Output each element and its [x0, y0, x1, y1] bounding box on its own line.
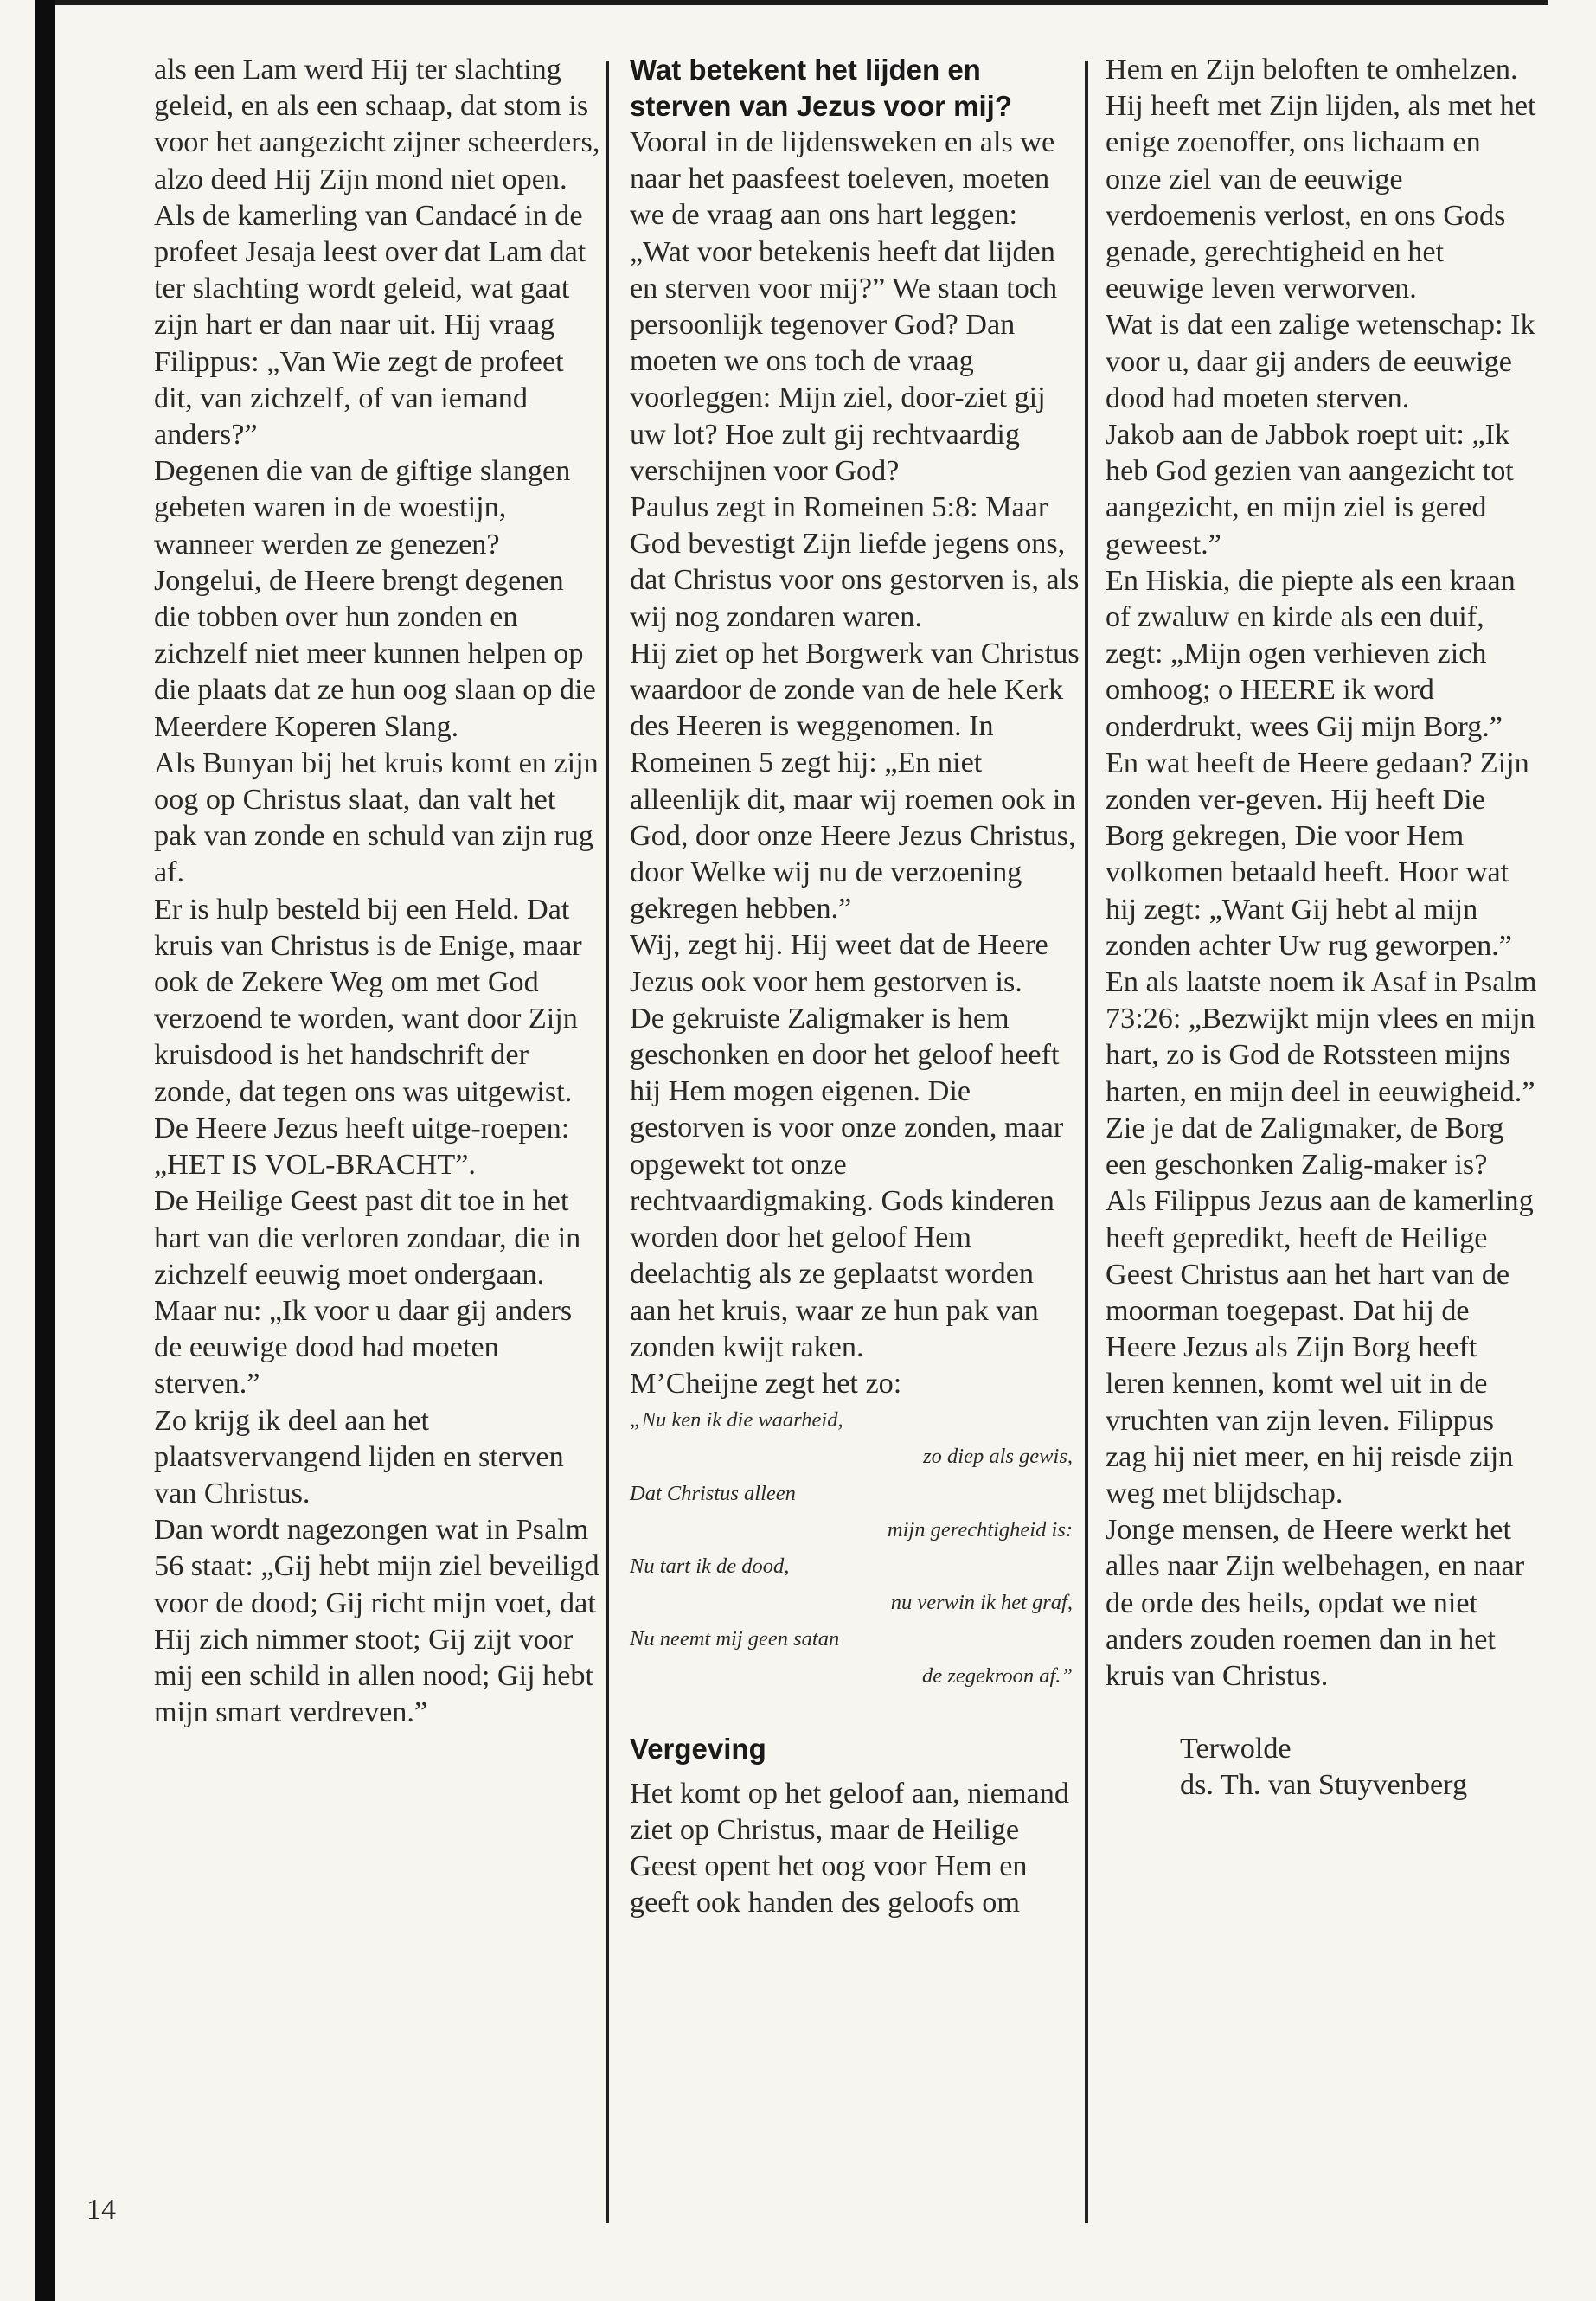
- paragraph: Paulus zegt in Romeinen 5:8: Maar God bevestigt Zijn liefde jegens ons, dat Christus voor ons gestorven is, als wij nog zondaren waren.: [630, 491, 1080, 633]
- paragraph: Hij heeft met Zijn lijden, als met het enige zoenoffer, ons lichaam en onze ziel van de eeuwige verdoemenis verlost, en ons Gods genade, gerechtigheid en het eeuwige leven verworven.: [1106, 90, 1536, 305]
- paragraph: als een Lam werd Hij ter slachting geleid, en als een schaap, dat stom is voor het aangezicht zijner scheerders, alzo deed Hij Zijn mond niet open.: [154, 54, 600, 195]
- page-number: 14: [87, 2194, 116, 2226]
- column-rule-1: [606, 61, 609, 2223]
- paragraph: Maar nu: „Ik voor u daar gij anders de eeuwige dood had moeten sterven.”: [154, 1294, 573, 1400]
- poem-line: mijn gerechtigheid is:: [887, 1517, 1073, 1541]
- paragraph: Dan wordt nagezongen wat in Psalm 56 staat: „Gij hebt mijn ziel beveiligd voor de dood; Gij richt mijn voet, dat Hij zich nimmer stoot; Gij zijt voor mij een schild in allen nood; Gij hebt mijn smart verdreven.”: [154, 1514, 599, 1729]
- signature-place: Terwolde: [1180, 1733, 1292, 1766]
- paragraph: Wij, zegt hij. Hij weet dat de Heere Jezus ook voor hem gestorven is.: [630, 929, 1048, 998]
- section-heading-vergeving: Vergeving: [630, 1732, 766, 1765]
- paragraph: En Hiskia, die piepte als een kraan of zwaluw en kirde als een duif, zegt: „Mijn ogen verhieven zich omhoog; o HEERE ik word onderdrukt, wees Gij mijn Borg.”: [1106, 564, 1516, 743]
- paragraph: Zie je dat de Zaligmaker, de Borg een geschonken Zalig-maker is?: [1106, 1112, 1504, 1182]
- signature-name: ds. Th. van Stuyvenberg: [1180, 1769, 1468, 1802]
- paragraph: Jakob aan de Jabbok roept uit: „Ik heb God gezien van aangezicht tot aangezicht, en mijn ziel is gered geweest.”: [1106, 419, 1514, 561]
- section-spacer: [630, 1695, 1080, 1731]
- paragraph: Hem en Zijn beloften te omhelzen.: [1106, 54, 1518, 86]
- paragraph: De gekruiste Zaligmaker is hem geschonken en door het geloof heeft hij Hem mogen eigenen. Die gestorven is voor onze zonden, maar opgewekt tot onze rechtvaardigmaking. Gods kinderen worden door het geloof Hem deelachtig als ze geplaatst worden aan het kruis, waar ze hun pak van zonden kwijt raken.: [630, 1002, 1064, 1363]
- column-3: [1106, 52, 1538, 1804]
- poem-line: de zegekroon af.”: [922, 1663, 1073, 1688]
- paragraph: En als laatste noem ik Asaf in Psalm 73:26: „Bezwijkt mijn vlees en mijn hart, zo is God de Rotssteen mijns harten, en mijn deel in eeuwigheid.”: [1106, 966, 1537, 1108]
- poem-line: Nu tart ik de dood,: [630, 1554, 790, 1578]
- signature-spacer: [1106, 1695, 1538, 1731]
- paragraph: Er is hulp besteld bij een Held. Dat kruis van Christus is de Enige, maar ook de Zekere Weg om met God verzoend te worden, want door Zijn kruisdood is het handschrift der zonde, dat tegen ons was uitgewist. De Heere Jezus heeft uitge-roepen: „HET IS VOL-BRACHT”.: [154, 893, 582, 1182]
- paragraph: M’Cheijne zegt het zo:: [630, 1367, 902, 1400]
- paragraph: De Heilige Geest past dit toe in het hart van die verloren zondaar, die in zichzelf eeuwig moet ondergaan.: [154, 1185, 581, 1291]
- left-edge-bar: [35, 0, 55, 2301]
- paragraph: Wat is dat een zalige wetenschap: Ik voor u, daar gij anders de eeuwige dood had moeten sterven.: [1106, 309, 1535, 414]
- section-heading-lijden: Wat betekent het lijden en sterven van Jezus voor mij?: [630, 54, 1013, 122]
- column-rule-2: [1085, 61, 1088, 2223]
- poem-line: Nu neemt mij geen satan: [630, 1627, 840, 1651]
- poem-line: nu verwin ik het graf,: [890, 1591, 1073, 1615]
- top-rule: [35, 0, 1548, 5]
- paragraph: Hij ziet op het Borgwerk van Christus waardoor de zonde van de hele Kerk des Heeren is weggenomen. In Romeinen 5 zegt hij: „En niet alleenlijk dit, maar wij roemen ook in God, door onze Heere Jezus Christus, door Welke wij nu de verzoening gekregen hebben.”: [630, 637, 1080, 926]
- paragraph: Als de kamerling van Candacé in de profeet Jesaja leest over dat Lam dat ter slachting wordt geleid, wat gaat zijn hart er dan naar uit. Hij vraag Filippus: „Van Wie zegt de profeet dit, van zichzelf, of van iemand anders?”: [154, 199, 586, 452]
- poem-quote: [630, 1402, 1080, 1695]
- paragraph: Als Bunyan bij het kruis komt en zijn oog op Christus slaat, dan valt het pak van zonde en schuld van zijn rug af.: [154, 747, 599, 889]
- poem-line: „Nu ken ik die waarheid,: [630, 1408, 843, 1433]
- paragraph: Jongelui, de Heere brengt degenen die tobben over hun zonden en zichzelf niet meer kunnen helpen op die plaats dat ze hun oog slaan op die Meerdere Koperen Slang.: [154, 564, 596, 743]
- column-2: [630, 52, 1080, 1922]
- paragraph: Het komt op het geloof aan, niemand ziet op Christus, maar de Heilige Geest opent het oog voor Hem en geeft ook handen des geloofs om: [630, 1777, 1069, 1920]
- paragraph: Degenen die van de giftige slangen gebeten waren in de woestijn, wanneer werden ze genezen?: [154, 455, 571, 561]
- poem-line: zo diep als gewis,: [923, 1445, 1073, 1469]
- column-1: [154, 52, 604, 1731]
- paragraph: Jonge mensen, de Heere werkt het alles naar Zijn welbehagen, en naar de orde des heils, opdat we niet anders zouden roemen dan in het kruis van Christus.: [1106, 1514, 1525, 1692]
- paragraph: Zo krijg ik deel aan het plaatsvervangend lijden en sterven van Christus.: [154, 1404, 564, 1509]
- paragraph: Vooral in de lijdensweken en als we naar het paasfeest toeleven, moeten we de vraag aan ons hart leggen: „Wat voor betekenis heeft dat lijden en sterven voor mij?” We staan toch persoonlijk tegenover God? Dan moeten we ons toch de vraag voorleggen: Mijn ziel, door-ziet gij uw lot? Hoe zult gij rechtvaardig verschijnen voor God?: [630, 126, 1058, 487]
- poem-line: Dat Christus alleen: [630, 1481, 796, 1505]
- paragraph: Als Filippus Jezus aan de kamerling heeft gepredikt, heeft de Heilige Geest Christus aan het hart van de moorman toegepast. Dat hij de Heere Jezus als Zijn Borg heeft leren kennen, komt wel uit in de vruchten van zijn leven. Filippus zag hij niet meer, en hij reisde zijn weg met blijdschap.: [1106, 1185, 1534, 1509]
- paragraph: En wat heeft de Heere gedaan? Zijn zonden ver-geven. Hij heeft Die Borg gekregen, Die voor Hem volkomen betaald heeft. Hoor wat hij zegt: „Want Gij hebt al mijn zonden achter Uw rug geworpen.”: [1106, 747, 1529, 962]
